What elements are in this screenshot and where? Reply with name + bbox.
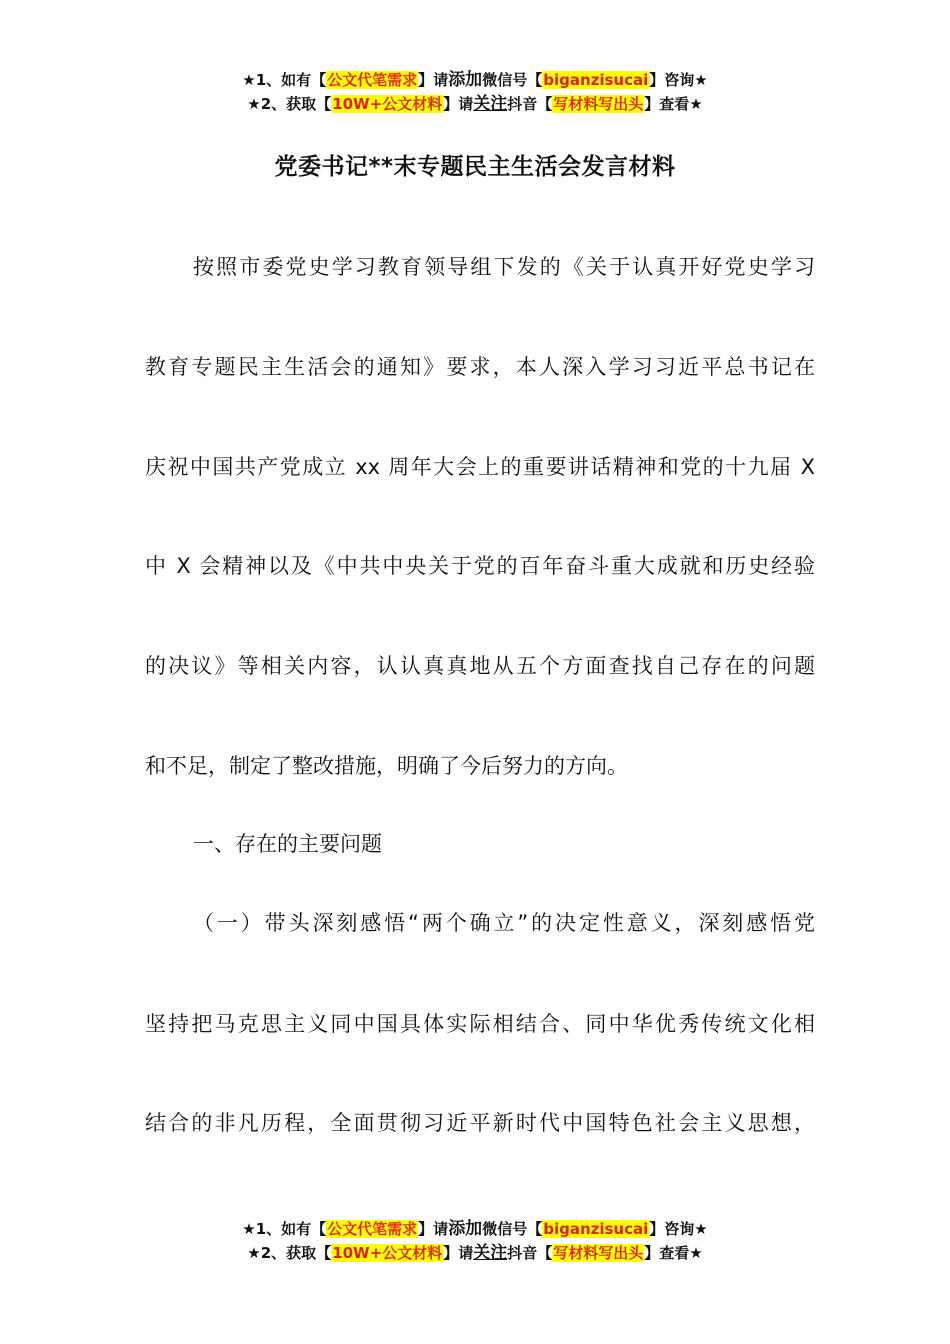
document-title: 党委书记**末专题民主生活会发言材料 xyxy=(274,154,676,180)
highlight-douyin: 写材料写出头 xyxy=(553,1244,644,1262)
highlight-ghostwriting: 公文代笔需求 xyxy=(327,71,418,89)
top-banner xyxy=(0,68,950,116)
highlight-materials: 10W+公文材料 xyxy=(332,95,443,113)
banner-line-2: ★2、获取【10W+公文材料】请关注抖音【写材料写出头】查看★ xyxy=(247,1243,703,1263)
highlight-douyin: 写材料写出头 xyxy=(553,95,644,113)
banner-line-1: ★1、如有【公文代笔需求】请添加微信号【biganzisucai】咨询★ xyxy=(242,1219,708,1239)
banner-line-1: ★1、如有【公文代笔需求】请添加微信号【biganzisucai】咨询★ xyxy=(242,70,708,90)
body-line-3: 庆祝中国共产党成立 xx 周年大会上的重要讲话精神和党的十九届 X xyxy=(145,455,815,479)
body-line-2: 教育专题民主生活会的通知》要求，本人深入学习习近平总书记在 xyxy=(145,355,815,379)
highlight-wechat-id: biganzisucai xyxy=(543,1220,649,1238)
body-line-8: 坚持把马克思主义同中国具体实际相结合、同中华优秀传统文化相 xyxy=(145,1012,815,1036)
body-line-1: 按照市委党史学习教育领导组下发的《关于认真开好党史学习 xyxy=(193,255,815,279)
body-line-6: 和不足，制定了整改措施，明确了今后努力的方向。 xyxy=(145,754,628,778)
section-heading: 一、存在的主要问题 xyxy=(193,832,382,856)
body-line-9: 结合的非凡历程，全面贯彻习近平新时代中国特色社会主义思想， xyxy=(145,1111,815,1135)
bottom-banner xyxy=(0,1217,950,1265)
highlight-ghostwriting: 公文代笔需求 xyxy=(327,1220,418,1238)
highlight-wechat-id: biganzisucai xyxy=(543,71,649,89)
body-line-4: 中 X 会精神以及《中共中央关于党的百年奋斗重大成就和历史经验 xyxy=(145,554,815,578)
body-line-5: 的决议》等相关内容，认认真真地从五个方面查找自己存在的问题 xyxy=(145,654,815,678)
highlight-materials: 10W+公文材料 xyxy=(332,1244,443,1262)
body-line-7: （一）带头深刻感悟“两个确立”的决定性意义，深刻感悟党 xyxy=(193,911,815,935)
banner-line-2: ★2、获取【10W+公文材料】请关注抖音【写材料写出头】查看★ xyxy=(247,94,703,114)
